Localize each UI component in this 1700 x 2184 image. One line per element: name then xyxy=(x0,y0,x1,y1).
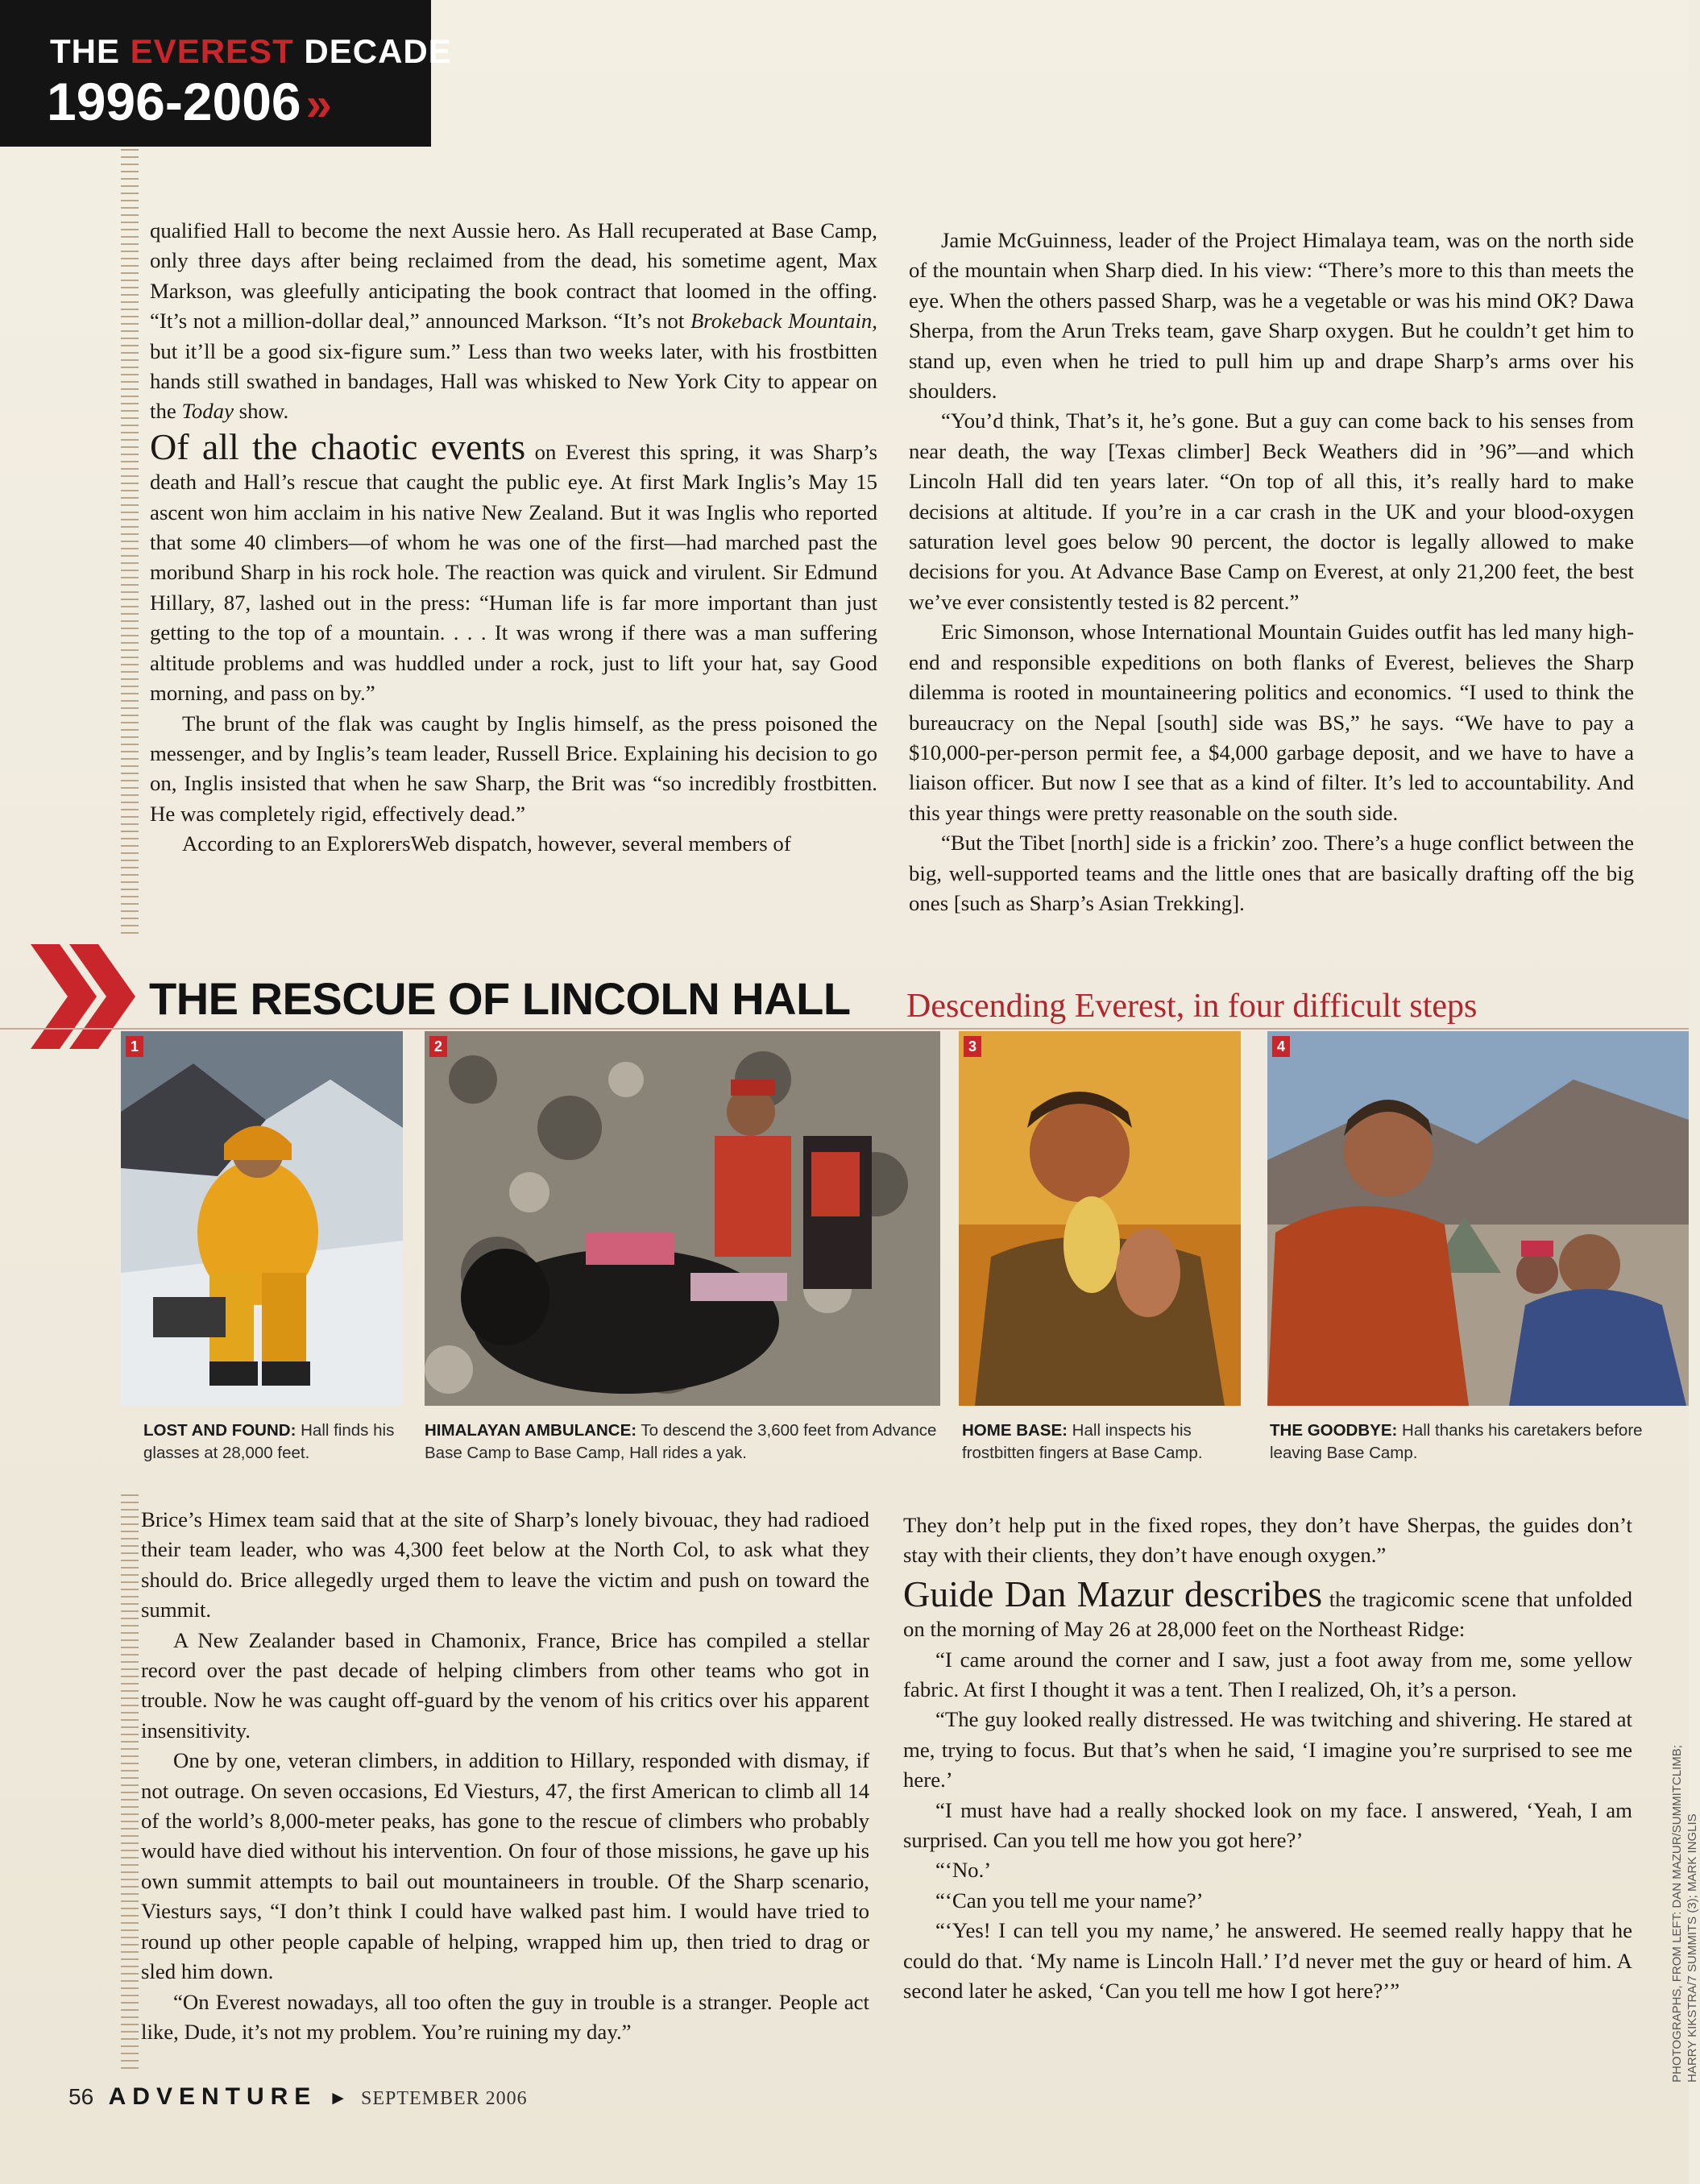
badge-accent-word: EVEREST xyxy=(130,32,294,70)
margin-ruler-bottom xyxy=(121,1494,139,2074)
article-column-bottom-left xyxy=(141,1505,869,2047)
page-footer xyxy=(68,2083,528,2111)
article-column-top-left xyxy=(150,216,877,860)
photo-the-goodbye xyxy=(1267,1031,1689,1406)
paragraph: A New Zealander based in Chamonix, France, Brice has compiled a stellar record over the past decade of helping climbers from other teams who got in trouble. Now he was caught off-guard by the venom of his critics over his apparent insensitivity. xyxy=(141,1627,869,1743)
section-divider xyxy=(0,1028,1689,1030)
run-in-heading: Guide Dan Mazur describes xyxy=(903,1573,1323,1614)
photo-himalayan-ambulance xyxy=(425,1031,940,1406)
photo-number: 3 xyxy=(964,1036,981,1057)
paragraph: “I must have had a really shocked look on my face. I answered, ‘Yeah, I am surprised. Can you tell me how you got here?’ xyxy=(903,1797,1632,1853)
inspecting-fingers-image xyxy=(959,1031,1241,1406)
margin-ruler-top xyxy=(121,149,139,939)
climber-in-snow-image xyxy=(121,1031,403,1406)
photo-number: 2 xyxy=(429,1036,447,1057)
paragraph: qualified Hall to become the next Aussie hero. As Hall recuperated at Base Camp, only three days after being reclaimed from the dead, his sometime agent, Max Markson, was gleefully anticipating the book contract that loomed in the offing. “It’s not a million-dollar deal,” announced Markson. “It’s not Brokeback Mountain, but it’ll be a good six-figure sum.” Less than two weeks later, with his frostbitten hands still swathed in bandages, Hall was whisked to New York City to appear on the Today show. xyxy=(150,218,877,424)
paragraph: Brice’s Himex team said that at the site of Sharp’s lonely bivouac, they had radioed their team leader, who was 4,300 feet below at the North Col, to ask what they should do. Brice allegedly urged them to leave the victim and push on toward the summit. xyxy=(141,1507,869,1622)
photo-caption: LOST AND FOUND: Hall finds his glasses at 28,000 feet. xyxy=(143,1421,395,1462)
yak-ride-image xyxy=(425,1031,940,1406)
article-column-bottom-right xyxy=(903,1511,1632,2007)
photo-caption: HIMALAYAN AMBULANCE: To descend the 3,600 feet from Advance Base Camp to Base Camp, Hall rides a yak. xyxy=(425,1421,937,1462)
photo-credit: PHOTOGRAPHS, FROM LEFT: DAN MAZUR/SUMMITCLIMB; HARRY KIKSTRA/7 SUMMITS (3); MARK INGLIS xyxy=(1670,1745,1699,2082)
run-in-heading: Of all the chaotic events xyxy=(150,425,526,467)
chevron-icon: » xyxy=(305,78,332,131)
badge-title: THE EVEREST DECADE xyxy=(50,32,452,70)
section-title: THE RESCUE OF LINCOLN HALL xyxy=(149,973,851,1024)
photo-caption: HOME BASE: Hall inspects his frostbitten fingers at Base Camp. xyxy=(962,1421,1203,1462)
arrow-icon: ► xyxy=(328,2087,348,2109)
paragraph: “The guy looked really distressed. He was twitching and shivering. He stared at me, trying to focus. But that’s when he said, ‘I imagine you’re surprised to see me here.’ xyxy=(903,1707,1632,1792)
magazine-name: ADVENTURE xyxy=(108,2083,317,2110)
paragraph: “But the Tibet [north] side is a frickin’ zoo. There’s a huge conflict between the big, well-supported teams and the little ones that are basically drafting off the big ones [such as Sharp’s Asian Trekking]. xyxy=(909,831,1634,915)
paragraph: “I came around the corner and I saw, just a foot away from me, some yellow fabric. At first I thought it was a tent. Then I realized, Oh, it’s a person. xyxy=(903,1647,1632,1702)
page-number: 56 xyxy=(68,2084,94,2109)
section-subtitle: Descending Everest, in four difficult steps xyxy=(906,988,1478,1025)
paragraph: Of all the chaotic events on Everest this spring, it was Sharp’s death and Hall’s rescue that caught the public eye. At first Mark Inglis’s May 15 ascent won him acclaim in his native New Zealand. But it was Inglis who reported that some 40 climbers—of whom he was one of the first—had marched past the moribund Sharp in his rock hole. The reaction was quick and virulent. Sir Edmund Hillary, 87, lashed out in the press: “Human life is far more important than just getting to the top of a mountain. . . . It was wrong if there was a man suffering altitude problems and was huddled under a rock, just to lift your hat, say Good morning, and pass on by.” xyxy=(150,425,878,706)
paragraph: “‘Can you tell me your name?’ xyxy=(935,1888,1204,1913)
photo-lost-and-found xyxy=(121,1031,403,1406)
photo-number: 1 xyxy=(126,1036,143,1057)
double-chevron-icon xyxy=(31,944,135,1049)
paragraph: According to an ExplorersWeb dispatch, however, several members of xyxy=(182,831,791,856)
paragraph: One by one, veteran climbers, in addition to Hillary, responded with dismay, if not outrage. On seven occasions, Ed Viesturs, 47, the first American to climb all 14 of the world’s 8,000-meter peaks, has gone to the rescue of climbers who probably would have died without his intervention. On four of those missions, he gave up his own summit attempts to bail out mountaineers in trouble. Of the Sharp scenario, Viesturs says, “I don’t think I could have walked past him. I would have tried to round up other people capable of helping, wrapped him up, then tried to drag or sled him down. xyxy=(141,1748,869,1984)
paragraph: “You’d think, That’s it, he’s gone. But a guy can come back to his senses from near death, the way [Texas climber] Beck Weathers did in ’96”—and which Lincoln Hall did ten years later. “On top of all this, it’s really hard to make decisions at altitude. If you’re in a car crash in the UK and your blood-oxygen saturation level goes below 90 percent, the doctor is legally allowed to make decisions for you. At Advance Base Camp on Everest, at only 21,200 feet, the best we’ve ever consistently tested is 82 percent.” xyxy=(909,408,1634,614)
paragraph: The brunt of the flak was caught by Inglis himself, as the press poisoned the messenger, and by Inglis’s team leader, Russell Brice. Explaining his decision to go on, Inglis insisted that when he saw Sharp, the Brit was “so incredibly frostbitten. He was completely rigid, effectively dead.” xyxy=(150,711,877,826)
paragraph: “‘Yes! I can tell you my name,’ he answered. He seemed really happy that he could do that. ‘My name is Lincoln Hall.’ I’d never met the guy or heard of him. A second later he asked, ‘Can you tell me how I got here?’” xyxy=(903,1918,1632,2004)
photo-caption: THE GOODBYE: Hall thanks his caretakers before leaving Base Camp. xyxy=(1270,1421,1643,1462)
section-badge xyxy=(0,0,452,147)
badge-years: 1996-2006 » xyxy=(47,72,332,131)
article-column-top-right xyxy=(909,226,1634,918)
paragraph: “On Everest nowadays, all too often the guy in trouble is a stranger. People act like, Dude, it’s not my problem. You’re ruining my day.” xyxy=(141,1989,869,2044)
paragraph: Eric Simonson, whose International Mountain Guides outfit has led many high-end and responsible expeditions on both flanks of Everest, believes the Sharp dilemma is rooted in mountaineering politics and economics. “I used to think the bureaucracy on the Nepal [south] side was BS,” he says. “We have to pay a $10,000-per-person permit fee, a $4,000 garbage deposit, and we have to have a liaison officer. But now I see that as a kind of filter. It’s led to accountability. And this year things were pretty reasonable on the south side. xyxy=(909,620,1634,825)
paragraph: “‘No.’ xyxy=(935,1858,992,1883)
photo-home-base xyxy=(959,1031,1241,1406)
paragraph: Guide Dan Mazur describes the tragicomic scene that unfolded on the morning of May 26 at 28,000 feet on the Northeast Ridge: xyxy=(903,1573,1632,1642)
paragraph: They don’t help put in the fixed ropes, they don’t have Sherpas, the guides don’t stay with their clients, they don’t have enough oxygen.” xyxy=(903,1513,1632,1568)
photo-number: 4 xyxy=(1272,1036,1290,1057)
base-camp-farewell-image xyxy=(1267,1031,1689,1406)
paragraph: Jamie McGuinness, leader of the Project Himalaya team, was on the north side of the mountain when Sharp died. In his view: “There’s more to this than meets the eye. When the others passed Sharp, was he a vegetable or was his mind OK? Dawa Sherpa, from the Arun Treks team, gave Sharp oxygen. But he couldn’t get him to stand up, even when he tried to pull him up and drape Sharp’s arms over his shoulders. xyxy=(909,228,1634,404)
issue-date: SEPTEMBER 2006 xyxy=(360,2088,528,2109)
